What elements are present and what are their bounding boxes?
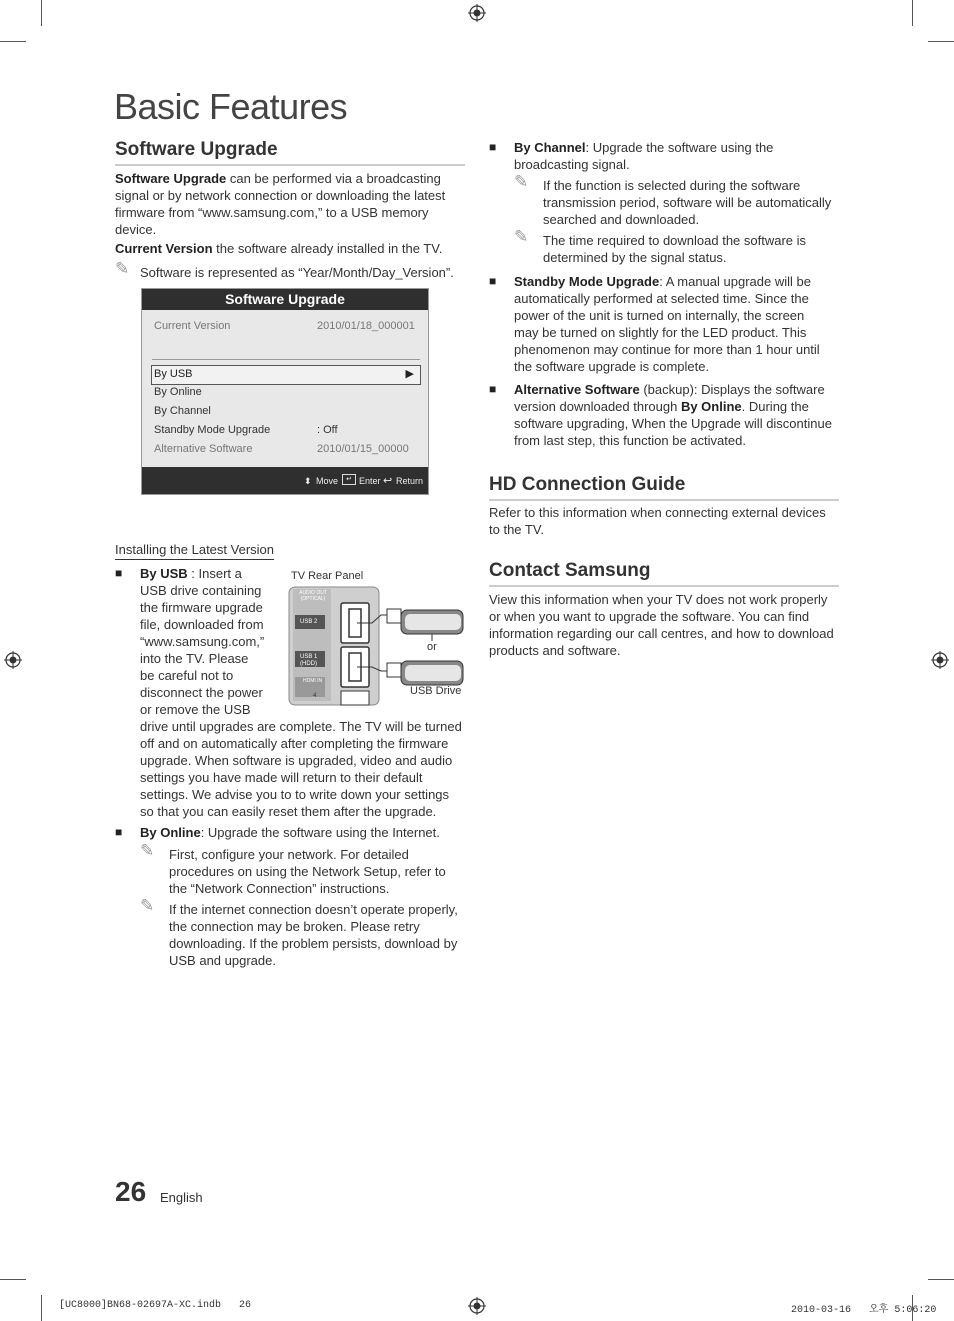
updown-arrow-icon: ⬍ [304,476,312,486]
section-rule [489,585,839,587]
return-icon: ↩ [383,475,393,487]
section-heading: Software Upgrade [115,139,278,160]
by-usb-text: or remove the USB [140,702,251,717]
osd-current-version-label: Current Version [154,320,231,332]
intro-text: firmware from “www.samsung.com,” to a USB memory [115,205,429,220]
crop-mark [928,41,954,42]
version-note: Software is represented as “Year/Month/Day_Version”. [140,265,454,280]
note-line: downloading. If the problem persists, download by [169,936,458,951]
installing-heading: Installing the Latest Version [115,541,274,560]
note-line: transmission period, software will be automatically [543,195,832,210]
page-number: 26 [115,1176,147,1207]
language-label: English [160,1190,203,1205]
standby-text: : A manual upgrade will be [659,274,811,289]
crop-mark [0,41,26,42]
osd-menu-item-by-channel[interactable]: By Channel [154,405,211,417]
note-line: procedures on using the Network Setup, refer to [169,864,446,879]
standby-text: may be turned on slightly for the LED product. This [514,325,807,340]
port-usb1: USB 1 (HDD) [300,654,318,667]
alternative-paragraph [514,381,844,449]
current-version-text: the software already installed in the TV. [212,241,443,256]
square-bullet-icon: ■ [115,825,123,839]
standby-text: power of the unit is turned on internally, the screen [514,308,805,323]
contact-line: products and software. [489,643,621,658]
by-usb-text: USB drive containing [140,583,262,598]
alt-bold: Alternative Software [514,382,640,397]
section-rule [489,499,839,501]
section-rule [115,164,465,166]
crop-mark [41,1295,42,1321]
note-line: the “Network Connection” instructions. [169,881,390,896]
contact-line: information regarding our call centres, and how to download [489,626,834,641]
by-usb-text: settings you have made will return to their default [140,770,423,785]
by-channel-text: : Upgrade the software using the [585,140,774,155]
alt-text: version downloaded through [514,399,681,414]
enter-icon: ↵ [342,474,356,485]
contact-line: View this information when your TV does not work properly [489,592,828,607]
or-label: or [427,641,437,653]
note-line: If the function is selected during the software [543,178,801,193]
alt-bold-inline: By Online [680,399,742,414]
hd-guide-line: to the TV. [489,522,544,537]
usb-drive-label: USB Drive [410,685,462,697]
by-usb-bold: By USB [140,566,188,581]
alt-text: . During the [741,399,809,414]
note-line: First, configure your network. For detailed [169,847,409,862]
osd-divider [152,359,420,360]
by-online-bold: By Online [140,825,201,840]
note-line: searched and downloaded. [543,212,700,227]
by-usb-text: drive until upgrades are complete. The TV will be turned [140,719,462,734]
page-title: Basic Features [114,86,348,127]
standby-bold: Standby Mode Upgrade [514,274,660,289]
registration-mark-icon [4,651,22,669]
port-usb2: USB 2 [300,619,318,625]
intro-text: device. [115,222,157,237]
by-usb-text: “www.samsung.com,” [140,634,265,649]
osd-menu-item-by-usb[interactable] [151,365,421,385]
registration-mark-icon [468,1297,486,1315]
intro-paragraph [115,170,467,257]
osd-menu-item-alternative-software[interactable]: Alternative Software [154,443,253,455]
osd-move-label: Move [316,476,339,486]
alt-text: software upgrading, When the Upgrade will discontinue [514,416,832,431]
pencil-note-icon: ✎ [115,259,130,278]
osd-current-version-value: 2010/01/18_000001 [317,320,415,332]
note-line: The time required to download the software is [543,233,807,248]
contact-section [489,560,839,587]
section-heading: Contact Samsung [489,560,651,581]
square-bullet-icon: ■ [115,566,123,580]
by-usb-text: upgrade. When software is upgraded, video and audio [140,753,453,768]
alt-text: (backup): Displays the software [639,382,825,397]
note-line: If the internet connection doesn’t operate properly, [169,902,458,917]
crop-mark [0,1279,26,1280]
pencil-note-icon: ✎ [140,896,155,915]
by-usb-text: off and on automatically after completing the firmware [140,736,449,751]
osd-enter-label: Enter [359,476,381,486]
alt-text: from last step, this function be activated. [514,433,746,448]
section-heading: HD Connection Guide [489,474,686,495]
channel-note-1 [543,177,843,228]
standby-text: the software upgrade is complete. [514,359,710,374]
intro-text: can be performed via a broadcasting [226,171,441,186]
by-usb-text: settings. We advise you to to write down your settings [140,787,450,802]
by-usb-text: into the TV. Please [140,651,249,666]
osd-standby-value: : Off [317,424,338,436]
channel-note-2 [543,232,843,266]
registration-mark-icon [468,4,486,22]
pencil-note-icon: ✎ [514,227,529,246]
by-channel-paragraph [514,139,844,173]
crop-mark [912,0,913,26]
osd-return-label: Return [396,476,424,486]
port-hdmi: HDMI IN [303,678,323,684]
osd-menu-label: By USB [154,368,193,380]
square-bullet-icon: ■ [489,140,497,154]
osd-title: Software Upgrade [142,289,428,310]
osd-menu-item-standby-mode-upgrade[interactable]: Standby Mode Upgrade [154,424,271,436]
crop-mark [928,1279,954,1280]
by-usb-text: be careful not to [140,668,234,683]
note-line: the connection may be broken. Please retry [169,919,420,934]
standby-paragraph [514,273,844,375]
file-info: [UC8000]BN68-02697A-XC.indb 26 [59,1300,252,1311]
contact-text [489,591,841,659]
print-timestamp: 2010-03-16 오후 5:06:20 [791,1305,937,1316]
square-bullet-icon: ■ [489,382,497,396]
hd-guide-text [489,504,841,538]
intro-bold: Software Upgrade [115,171,227,186]
play-arrow-icon: ▶ [405,368,414,380]
by-channel-text: broadcasting signal. [514,157,630,172]
by-usb-text: disconnect the power [140,685,263,700]
online-note-2 [169,901,469,969]
crop-mark [41,0,42,26]
pencil-note-icon: ✎ [140,841,155,860]
pencil-note-icon: ✎ [514,172,529,191]
by-online-text: : Upgrade the software using the Internet. [200,825,440,840]
tv-rear-panel-label: TV Rear Panel [291,570,364,582]
osd-menu-item-by-online[interactable]: By Online [154,386,202,398]
standby-text: phenomenon may continue for more than 1 hour until [514,342,820,357]
by-online-paragraph [140,824,470,841]
port-number: 4 [313,693,317,699]
osd-software-upgrade-menu [141,288,429,495]
by-usb-text: file, downloaded from [140,617,264,632]
note-line: USB and upgrade. [169,953,276,968]
online-note-1 [169,846,469,897]
current-version-bold: Current Version [115,241,213,256]
by-usb-text: the firmware upgrade [140,600,263,615]
square-bullet-icon: ■ [489,274,497,288]
by-usb-text: : Insert a [187,566,242,581]
by-channel-bold: By Channel [514,140,586,155]
hd-guide-line: Refer to this information when connecting external devices [489,505,826,520]
note-line: determined by the signal status. [543,250,727,265]
registration-mark-icon [931,651,949,669]
by-usb-text: so that you can easily reset them after the upgrade. [140,804,437,819]
port-audio-out: AUDIO OUT (OPTICAL) [299,590,327,602]
contact-line: or when you want to upgrade the software. You can find [489,609,810,624]
osd-alternative-value: 2010/01/15_00000 [317,443,409,455]
hd-guide-section [489,474,839,501]
standby-text: automatically performed at selected time. Since the [514,291,809,306]
intro-text: signal or by network connection or downloading the latest [115,188,446,203]
osd-footer [142,467,428,494]
software-upgrade-section [115,139,465,166]
